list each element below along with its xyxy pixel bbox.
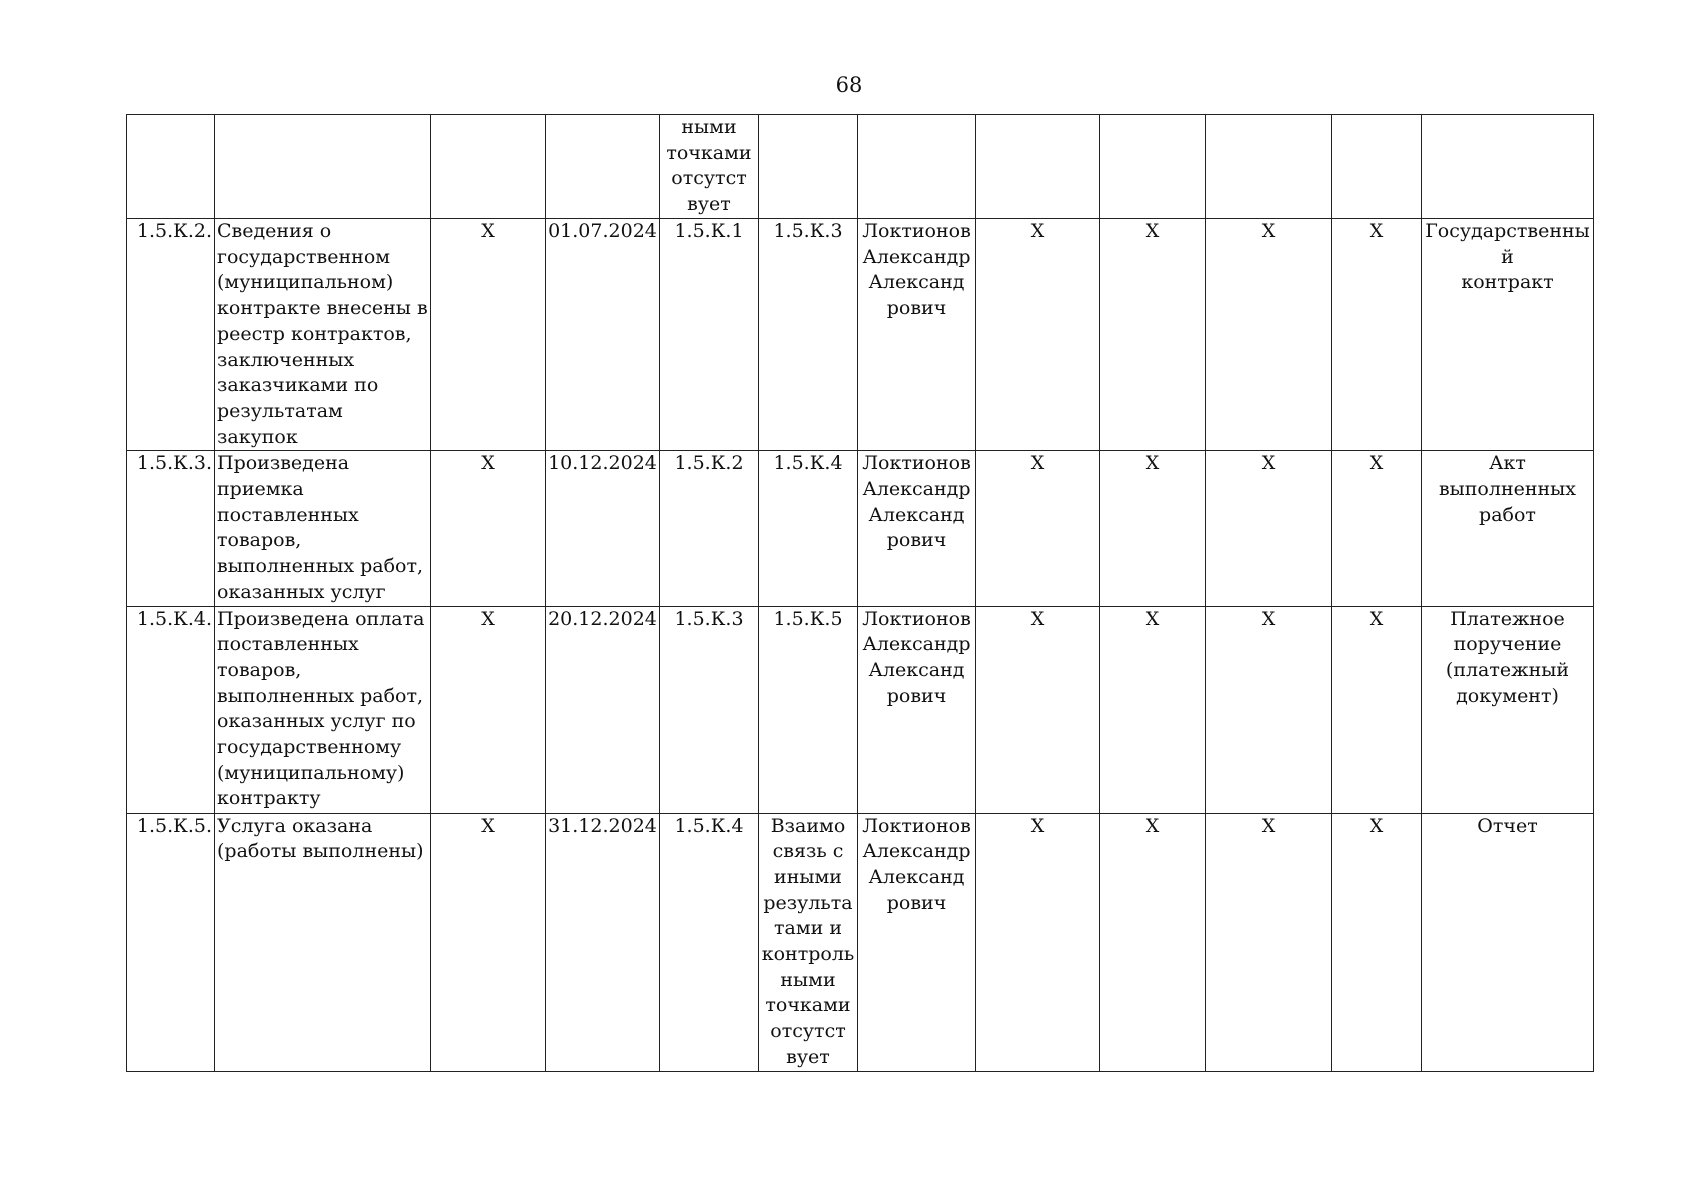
cell-responsible: Локтионов Александр Александ рович: [858, 451, 976, 606]
cell-x2: X: [1100, 606, 1206, 813]
cell-document: Государственный контракт: [1422, 219, 1594, 451]
cell-code: 1.5.К.4.: [127, 606, 215, 813]
cell-next: 1.5.К.5: [759, 606, 858, 813]
cell-code: [127, 115, 215, 219]
cell-x1: [976, 115, 1100, 219]
cell-prev: 1.5.К.3: [660, 606, 759, 813]
cell-x3: [1206, 115, 1332, 219]
cell-document: Акт выполненных работ: [1422, 451, 1594, 606]
cell-date: 31.12.2024: [546, 813, 660, 1071]
cell-name: Услуга оказана (работы выполнены): [215, 813, 431, 1071]
cell-next: 1.5.К.3: [759, 219, 858, 451]
cell-document: Отчет: [1422, 813, 1594, 1071]
table-row: [127, 219, 1594, 451]
cell-date: 10.12.2024: [546, 451, 660, 606]
cell-x2: X: [1100, 451, 1206, 606]
cell-date: [546, 115, 660, 219]
table-body: [127, 115, 1594, 1072]
cell-x3: X: [1206, 606, 1332, 813]
cell-col3: X: [431, 451, 546, 606]
table-row: [127, 115, 1594, 219]
cell-document: [1422, 115, 1594, 219]
cell-date: 20.12.2024: [546, 606, 660, 813]
cell-col3: [431, 115, 546, 219]
cell-x2: X: [1100, 219, 1206, 451]
table-row: [127, 451, 1594, 606]
cell-x2: X: [1100, 813, 1206, 1071]
cell-x4: [1332, 115, 1422, 219]
cell-x1: X: [976, 813, 1100, 1071]
cell-code: 1.5.К.5.: [127, 813, 215, 1071]
control-points-table: [126, 114, 1594, 1072]
cell-responsible: Локтионов Александр Александ рович: [858, 813, 976, 1071]
cell-name: Сведения о государственном (муниципальном) контракте внесены в реестр контрактов, заключенных заказчиками по результатам закупок: [215, 219, 431, 451]
cell-code: 1.5.К.2.: [127, 219, 215, 451]
cell-date: 01.07.2024: [546, 219, 660, 451]
cell-col3: X: [431, 219, 546, 451]
page-number: 68: [835, 73, 863, 97]
cell-next: 1.5.К.4: [759, 451, 858, 606]
cell-prev: ными точками отсутст вует: [660, 115, 759, 219]
cell-x3: X: [1206, 219, 1332, 451]
table-row: [127, 606, 1594, 813]
cell-x2: [1100, 115, 1206, 219]
cell-responsible: Локтионов Александр Александ рович: [858, 219, 976, 451]
cell-prev: 1.5.К.2: [660, 451, 759, 606]
cell-x3: X: [1206, 451, 1332, 606]
cell-x3: X: [1206, 813, 1332, 1071]
cell-prev: 1.5.К.1: [660, 219, 759, 451]
cell-x1: X: [976, 219, 1100, 451]
cell-name: Произведена приемка поставленных товаров, выполненных работ, оказанных услуг: [215, 451, 431, 606]
cell-next: Взаимо связь с иными результа тами и контроль ными точками отсутст вует: [759, 813, 858, 1071]
cell-next: [759, 115, 858, 219]
cell-document: Платежное поручение (платежный документ): [1422, 606, 1594, 813]
cell-name: Произведена оплата поставленных товаров, выполненных работ, оказанных услуг по государственному (муниципальному) контракту: [215, 606, 431, 813]
cell-x4: X: [1332, 813, 1422, 1071]
cell-col3: X: [431, 813, 546, 1071]
cell-x1: X: [976, 451, 1100, 606]
cell-x4: X: [1332, 219, 1422, 451]
cell-col3: X: [431, 606, 546, 813]
cell-x4: X: [1332, 606, 1422, 813]
cell-name: [215, 115, 431, 219]
cell-prev: 1.5.К.4: [660, 813, 759, 1071]
cell-responsible: Локтионов Александр Александ рович: [858, 606, 976, 813]
cell-x4: X: [1332, 451, 1422, 606]
table-row: [127, 813, 1594, 1071]
cell-code: 1.5.К.3.: [127, 451, 215, 606]
cell-x1: X: [976, 606, 1100, 813]
cell-responsible: [858, 115, 976, 219]
